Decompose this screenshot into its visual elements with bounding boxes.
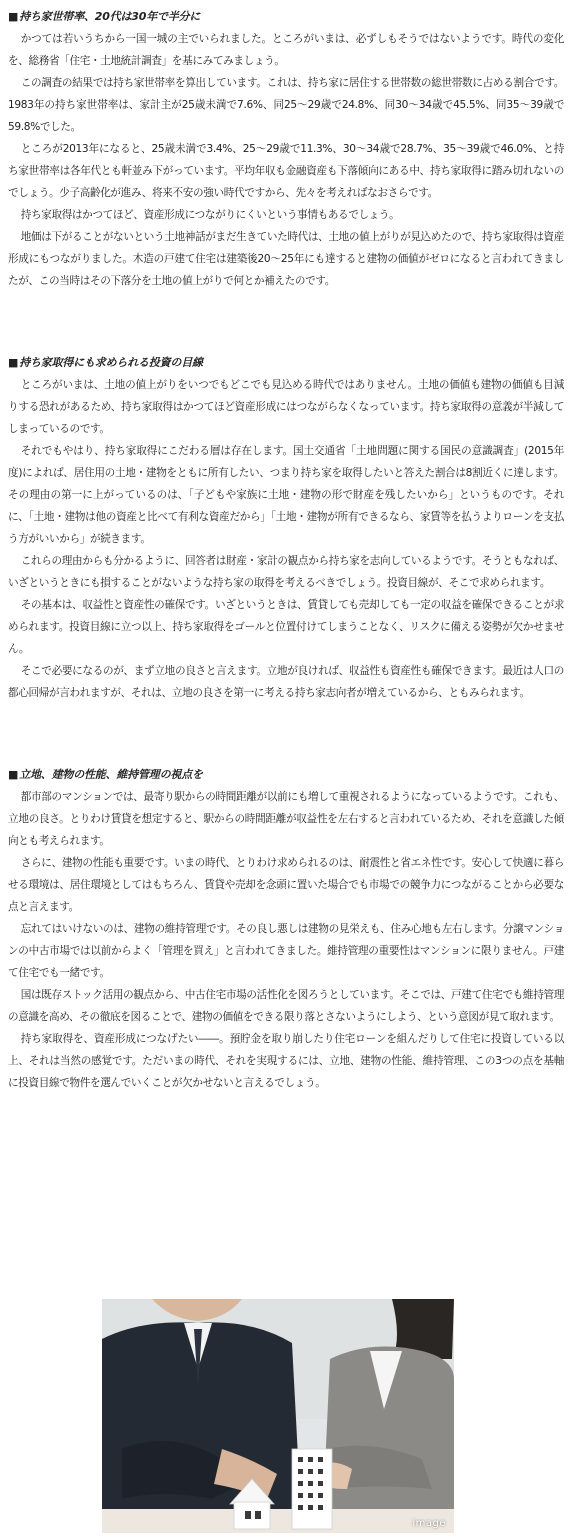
paragraph: ところが2013年になると、25歳未満で3.4%、25～29歳で11.3%、30～34歳で28.7%、35～39歳で46.0%、と持ち家世帯率は各年代とも軒並み下がっています。平均年収も金融資産も下落傾向にある中、持ち家取得に踏み切れないのでしょう。少子高齢化が進み、将来不安の強い時代ですから、先々を考えればなおさらです。 — [8, 143, 564, 199]
section-heading-text: 持ち家取得にも求められる投資の目線 — [19, 356, 203, 369]
paragraph: この調査の結果では持ち家世帯率を算出しています。これは、持ち家に居住する世帯数の総世帯数に占める割合です。1983年の持ち家世帯率は、家計主が25歳未満で7.6%、同25～29歳で24.8%、同30～34歳で45.5%、同35～39歳で59.8%でした。 — [8, 77, 564, 133]
paragraph: さらに、建物の性能も重要です。いまの時代、とりわけ求められるのは、耐震性と省エネ性です。安心して快適に暮らせる環境は、居住環境としてはもちろん、賃貸や売却を念頭に置いた場合でも市場での競争力につながることから必要な点と言えます。 — [8, 857, 564, 913]
section-heading — [8, 764, 564, 786]
section-investment-view — [8, 352, 564, 704]
heading-marker: ■ — [8, 356, 19, 369]
section-homeownership-rate — [8, 6, 564, 292]
paragraph: ところがいまは、土地の値上がりをいつでもどこでも見込める時代ではありません。土地の価値も建物の価値も目減りする恐れがあるため、持ち家取得はかつてほど資産形成にはつながらなくなっています。持ち家取得の意義が半減してしまっているのです。 — [8, 379, 564, 435]
paragraph: 持ち家取得を、資産形成につなげたい――。預貯金を取り崩したり住宅ローンを組んだりして住宅に投資している以上、それは当然の感覚です。ただいまの時代、それを実現するには、立地、建物の性能、維持管理、この3つの点を基軸に投資目線で物件を選んでいくことが欠かせないと言えるでしょう。 — [8, 1033, 564, 1089]
heading-marker: ■ — [8, 768, 19, 781]
paragraph: それでもやはり、持ち家取得にこだわる層は存在します。国土交通省「土地問題に関する国民の意識調査」(2015年度)によれば、居住用の土地・建物をともに所有したい、つまり持ち家を取得したいと答えた割合は8割近くに達します。その理由の第一に上がっているのは、「子どもや家族に土地・建物の形で財産を残したいから」というものです。それに、「土地・建物は他の資産と比べて有利な資産だから」「土地・建物が所有できるなら、家賃等を払うよりローンを支払う方がいいから」が続きます。 — [8, 445, 564, 545]
section-location-performance — [8, 764, 564, 1094]
paragraph: 地価は下がることがないという土地神話がまだ生きていた時代は、土地の値上がりが見込めたので、持ち家取得は資産形成にもつながりました。木造の戸建て住宅は建築後20～25年にも達すると建物の価値がゼロになると言われてきましたが、この当時はその下落分を土地の値上がりで何とか補えたのです。 — [8, 231, 564, 287]
section-heading — [8, 6, 564, 28]
man-figure — [102, 1299, 302, 1533]
paragraph: 国は既存ストック活用の観点から、中古住宅市場の活性化を図ろうとしています。そこでは、戸建て住宅でも維持管理の意識を高め、その徹底を図ることで、建物の価値をできる限り落とさないようにしよう、という意図が見て取れます。 — [8, 989, 564, 1023]
heading-marker: ■ — [8, 10, 19, 23]
section-heading-text: 持ち家世帯率、20代は30年で半分に — [19, 10, 201, 23]
building-model — [292, 1449, 332, 1529]
article — [8, 6, 564, 1154]
paragraph: そこで必要になるのが、まず立地の良さと言えます。立地が良ければ、収益性も資産性も確保できます。最近は人口の都心回帰が言われますが、それは、立地の良さを第一に考える持ち家志向者が増えているから、ともみられます。 — [8, 665, 564, 699]
paragraph: その基本は、収益性と資産性の確保です。いざというときは、賃貸しても売却しても一定の収益を確保できることが求められます。投資目線に立つ以上、持ち家取得をゴールと位置付けてしまうことなく、リスクに備える姿勢が欠かせません。 — [8, 599, 564, 655]
paragraph: 都市部のマンションでは、最寄り駅からの時間距離が以前にも増して重視されるようになっているようです。これも、立地の良さ。とりわけ賃貸を想定すると、駅からの時間距離が収益性を左右すると言われているため、それを意識した傾向とも考えられます。 — [8, 791, 564, 847]
paragraph: これらの理由からも分かるように、回答者は財産・家計の観点から持ち家を志向しているようです。そうともなれば、いざというときにも損することがないような持ち家の取得を考えるべきでしょう。投資目線が、そこで求められます。 — [8, 555, 564, 589]
photo-illustration — [102, 1299, 454, 1533]
photo-caption: image — [412, 1518, 446, 1529]
couple-with-house-models-photo — [102, 1299, 454, 1533]
section-heading-text: 立地、建物の性能、維持管理の視点を — [19, 768, 203, 781]
section-heading — [8, 352, 564, 374]
paragraph: 持ち家取得はかつてほど、資産形成につながりにくいという事情もあるでしょう。 — [20, 209, 400, 221]
paragraph: かつては若いうちから一国一城の主でいられました。ところがいまは、必ずしもそうではないようです。時代の変化を、総務省「住宅・土地統計調査」を基にみてみましょう。 — [8, 33, 564, 67]
paragraph: 忘れてはいけないのは、建物の維持管理です。その良し悪しは建物の見栄えも、住み心地も左右します。分譲マンションの中古市場では以前からよく「管理を買え」と言われてきました。維持管理の重要性はマンションに限りません。戸建て住宅でも一緒です。 — [8, 923, 564, 979]
